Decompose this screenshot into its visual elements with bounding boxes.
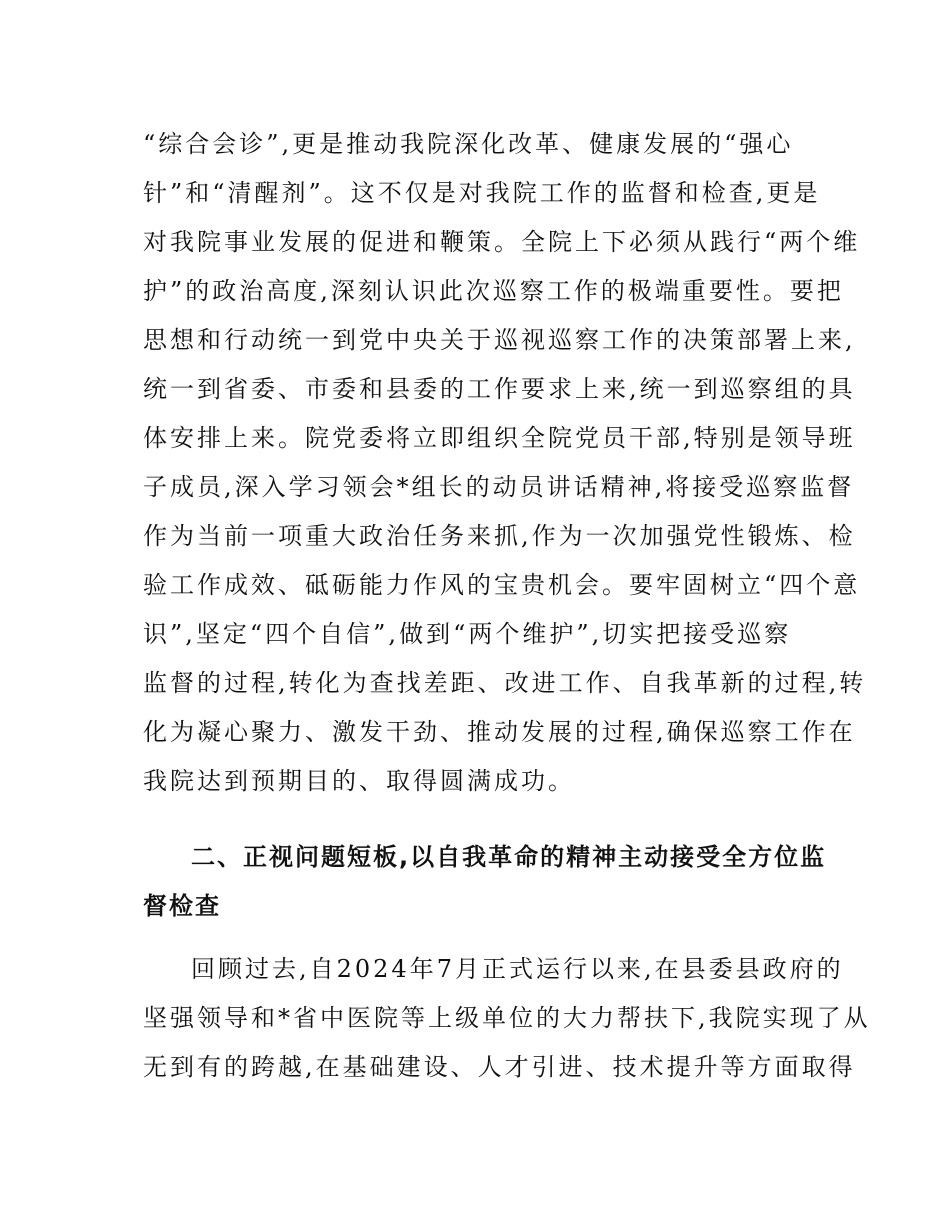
paragraph-1-line: 作为当前一项重大政治任务来抓,作为一次加强党性锻炼、检 <box>143 522 856 550</box>
paragraph-1-line: 识”,坚定“四个自信”,做到“两个维护”,切实把接受巡察 <box>143 620 792 648</box>
paragraph-1-line: 子成员,深入学习领会*组长的动员讲话精神,将接受巡察监督 <box>143 473 855 501</box>
paragraph-1-line: 我院达到预期目的、取得圆满成功。 <box>143 767 575 795</box>
paragraph-1-line: 针”和“清醒剂”。这不仅是对我院工作的监督和检查,更是 <box>143 179 821 207</box>
paragraph-2-line: 坚强领导和*省中医院等上级单位的大力帮扶下,我院实现了从 <box>143 1004 871 1032</box>
section-heading-line: 二、正视问题短板,以自我革命的精神主动接受全方位监 <box>191 843 827 871</box>
paragraph-1-line: 验工作成效、砥砺能力作风的宝贵机会。要牢固树立“四个意 <box>143 571 861 599</box>
paragraph-1-line: 统一到省委、市委和县委的工作要求上来,统一到巡察组的具 <box>143 375 856 403</box>
paragraph-1-line: 思想和行动统一到党中央关于巡视巡察工作的决策部署上来, <box>143 326 856 354</box>
section-heading-line: 督检查 <box>143 892 221 920</box>
paragraph-1-line: 化为凝心聚力、激发干劲、推动发展的过程,确保巡察工作在 <box>143 718 856 746</box>
paragraph-1-line: 对我院事业发展的促进和鞭策。全院上下必须从践行“两个维 <box>143 228 861 256</box>
paragraph-1-line: 体安排上来。院党委将立即组织全院党员干部,特别是领导班 <box>143 424 856 452</box>
paragraph-2-line: 回顾过去,自2024年7月正式运行以来,在县委县政府的 <box>191 955 844 983</box>
paragraph-2-line: 无到有的跨越,在基础建设、人才引进、技术提升等方面取得 <box>143 1053 856 1081</box>
paragraph-1-line: 护”的政治高度,深刻认识此次巡察工作的极端重要性。要把 <box>143 277 844 305</box>
paragraph-1-line: “综合会诊”,更是推动我院深化改革、健康发展的“强心 <box>143 130 794 158</box>
paragraph-1-line: 监督的过程,转化为查找差距、改进工作、自我革新的过程,转 <box>143 669 867 697</box>
